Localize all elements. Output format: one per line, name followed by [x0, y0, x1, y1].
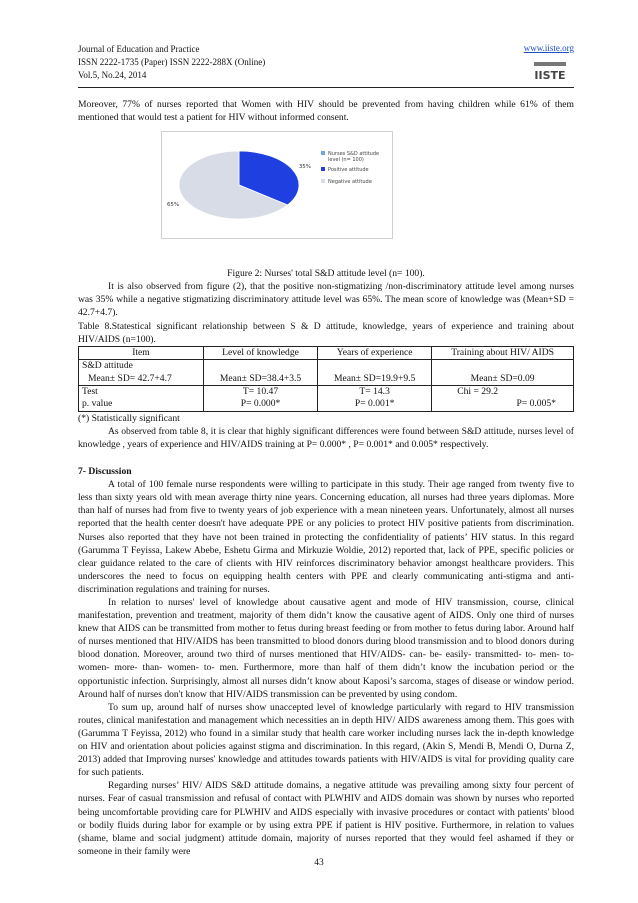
cell-training-test — [432, 385, 574, 411]
header-knowledge: Level of knowledge — [203, 346, 317, 359]
pie-chart — [161, 131, 393, 239]
table-header-row — [79, 346, 574, 359]
journal-header — [78, 43, 265, 82]
journal-issn: ISSN 2222-1735 (Paper) ISSN 2222-288X (Online) — [78, 57, 266, 67]
results-table — [78, 346, 574, 412]
table-row — [79, 385, 574, 411]
cell-attitude-mean: Mean± SD= 42.7+4.7 — [88, 372, 172, 384]
header-training: Training about HIV/ AIDS — [432, 346, 574, 359]
legend-entry: Nurses S&D attitude level (n= 100) — [328, 151, 380, 164]
experience-test-value: T= 14.3 — [359, 385, 390, 397]
pie-chart-figure — [161, 131, 393, 239]
pvalue-label: p. value — [82, 398, 113, 410]
discussion-paragraph-1: A total of 100 female nurse respondents were willing to participate in this study. Their age ranged from twenty five to less than sixty years old with mean average thirty nine years. Concerning education, all nurses had three years diplomas. More than half of nurses had from five to twenty years of job experience with a mean nineteen years. Unfortunately, almost all nurses reported that the health center doesn't have adequate PPE or any policies to protect HIV positive patients from discrimination. Nurses also reported that they have not been trained in protecting the confidentiality of patients’ HIV status. In this regard (Garumma T Feyissa, Lakew Abebe, Eshetu Girma and Mirkuzie Woldie, 2012) reported that, lack of PPE, specific policies or clear guidance related to the care of clients with HIV reinforces discriminatory behavior amongst healthcare providers. This underscores the need to focus on equipping health centers with PPE and clearly communicating anti-stigma and anti-discrimination regulations and training for nurses. — [78, 479, 574, 595]
journal-title: Journal of Education and Practice — [78, 44, 200, 54]
figure-observation: It is also observed from figure (2), that the positive non-stigmatizing /non-discriminatory attitude level among nurses was 35% while a negative stigmatizing discriminatory attitude level was 65%. The mean score of knowledge was (Mean+SD = 42.7+4.7). — [78, 281, 574, 319]
legend-entry: Positive attitude — [328, 167, 369, 174]
pie-data-label: 65% — [166, 202, 180, 209]
experience-p-value: P= 0.001* — [354, 398, 395, 410]
discussion-paragraph-4: Regarding nurses’ HIV/ AIDS S&D attitude domains, a negative attitude was prevailing among sixty four percent of nurses. Fear of casual transmission and refusal of contact with PLWHIV and AIDS domain was shown by nurses who reported being uncomfortable providing care for PLWHIV and AIDS especially with invasive procedures or contact with patients' blood or bodily fluids during labor for example or by using extra PPE if patient is HIV positive. Furthermore, in relation to values (shame, blame and social judgment) attitude domain, majority of nurses reported that they would feel ashamed if they or someone in their family were — [78, 780, 574, 857]
page-number: 43 — [314, 857, 324, 868]
cell-training-mean — [432, 360, 574, 386]
journal-volume: Vol.5, No.24, 2014 — [78, 70, 147, 80]
header-rule — [78, 87, 574, 88]
cell-knowledge-mean — [203, 360, 317, 386]
header-item: Item — [79, 346, 204, 359]
knowledge-test-value: T= 10.47 — [242, 385, 279, 397]
cell-attitude — [79, 360, 204, 386]
table-caption: Table 8.Statestical significant relationship between S & D attitude, knowledge, years of experience and training about HIV/AIDS (n=100). — [78, 320, 574, 345]
table-row — [79, 360, 574, 386]
knowledge-p-value: P= 0.000* — [240, 398, 281, 410]
legend-swatch — [321, 151, 325, 155]
cell-experience-test — [318, 385, 432, 411]
legend-swatch — [321, 179, 325, 183]
training-test-value: Chi = 29.2 — [457, 385, 499, 397]
legend-entry: Negative attitude — [328, 179, 372, 186]
cell-knowledge-test — [203, 385, 317, 411]
knowledge-mean-value: Mean± SD=38.4+3.5 — [219, 372, 302, 384]
pie-data-label: 35% — [298, 164, 312, 171]
cell-test-label — [79, 385, 204, 411]
legend-swatch — [321, 167, 325, 171]
figure-caption: Figure 2: Nurses' total S&D attitude level (n= 100). — [227, 268, 425, 280]
table-observation: As observed from table 8, it is clear that highly significant differences were found between S&D attitude, nurses level of knowledge , years of experience and HIV/AIDS training at P= 0.000* , P= 0.001* and 0.005* respectively. — [78, 425, 574, 450]
training-p-value: P= 0.005* — [516, 398, 556, 410]
logo-text: IISTE — [534, 69, 566, 82]
discussion-paragraph-3: To sum up, around half of nurses show unaccepted level of knowledge particularly with regard to HIV transmission routes, clinical manifestation and management which necessities an in depth HIV/ AIDS awareness among them. This goes with (Garumma T Feyissa, 2012) who found in a similar study that health care worker including nurses lack the in-depth knowledge on HIV and orientation about policies against stigma and discrimination. In this regard, (Akin S, Mendi B, Mendi O, Durna Z, 2013) added that Improving nurses' knowledge and attitudes towards patients with HIV/AIDS is vital for providing quality care for such patients. — [78, 701, 574, 779]
cell-attitude-label: S&D attitude — [82, 360, 133, 372]
cell-experience-mean — [318, 360, 432, 386]
iiste-logo — [528, 62, 572, 84]
page-body — [78, 98, 574, 858]
experience-mean-value: Mean± SD=19.9+9.5 — [333, 372, 416, 384]
intro-paragraph: Moreover, 77% of nurses reported that Women with HIV should be prevented from having children while 61% of them mentioned that would test a patient for HIV without informed consent. — [78, 99, 574, 124]
training-mean-value: Mean± SD=0.09 — [470, 372, 535, 384]
journal-url-link[interactable]: www.iiste.org — [523, 43, 574, 53]
header-experience: Years of experience — [318, 346, 432, 359]
discussion-paragraph-2: In relation to nurses' level of knowledge about causative agent and mode of HIV transmission, course, clinical manifestation, prevention and treatment, majority of them didn’t know the causative agent of AIDS. Only one third of nurses knew that AIDS can be transmitted from mother to fetus during breast feeding or from mother to fetus during labor. Around half of nurses mentioned that HIV/AIDS has been transmitted to blood donors during blood transmission and to blood donors during blood donation. Moreover, around two third of nurses mentioned that HIV/AIDS- can- be- easily- transmitted- to- men- to- women- more- than- women- to- men. Furthermore, more than half of them didn’t know the incubation period or the opportunistic infection. Surprisingly, almost all nurses didn’t know about Kaposi’s sarcoma, stages of disease or window period. Around half of nurses don't know that HIV/AIDS transmission can be prevented by using condom. — [78, 597, 574, 700]
discussion-heading: 7- Discussion — [78, 466, 132, 478]
table-footnote: (*) Statistically significant — [78, 412, 180, 424]
test-label: Test — [82, 385, 98, 397]
